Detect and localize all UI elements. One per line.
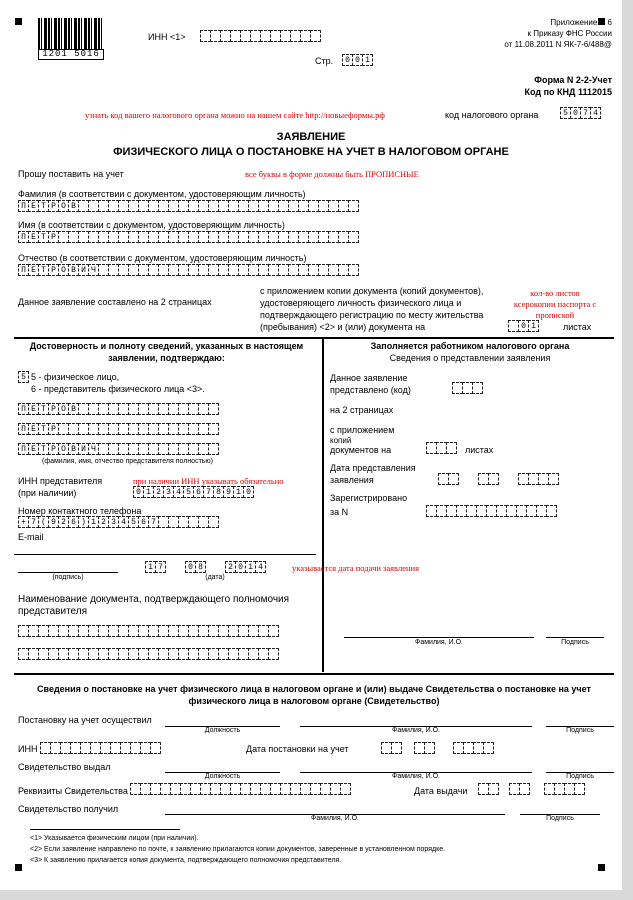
title-line-2: ФИЗИЧЕСКОГО ЛИЦА О ПОСТАНОВКЕ НА УЧЕТ В НАЛОГОВОМ ОРГАНЕ bbox=[113, 146, 509, 158]
char-cell: П bbox=[18, 443, 29, 455]
corner-marker bbox=[15, 864, 22, 871]
char-cell: 1 bbox=[362, 54, 373, 66]
name-cells[interactable] bbox=[18, 231, 358, 243]
option-2: 6 - представитель физического лица <3>. bbox=[31, 384, 205, 394]
char-cell bbox=[488, 473, 499, 485]
char-cell: 0 bbox=[352, 54, 363, 66]
char-cell: 5 bbox=[18, 371, 29, 383]
char-cell bbox=[268, 648, 279, 660]
char-cell: 2 bbox=[98, 516, 109, 528]
officer-date-day[interactable] bbox=[438, 473, 458, 485]
char-cell: 1 bbox=[245, 561, 256, 573]
char-cell: Е bbox=[28, 423, 39, 435]
received-fio-caption: Фамилия, И.О. bbox=[311, 815, 359, 822]
char-cell: Т bbox=[38, 423, 49, 435]
char-cell: В bbox=[68, 200, 79, 212]
rep-caption: (фамилия, имя, отчество представителя полностью) bbox=[41, 458, 214, 465]
char-cell: 2 bbox=[58, 516, 69, 528]
hint-uppercase: все буквы в форме должны быть ПРОПИСНЫЕ bbox=[245, 169, 419, 179]
knd-code: Код по КНД 1112015 bbox=[524, 87, 612, 97]
char-cell: 1 bbox=[88, 516, 99, 528]
inn-cells[interactable] bbox=[200, 30, 320, 42]
hint-copies-3: пропиской bbox=[535, 310, 575, 320]
signature-line bbox=[18, 572, 118, 573]
hint-inn: при наличии ИНН указывать обязательно bbox=[133, 476, 284, 486]
title-line-1: ЗАЯВЛЕНИЕ bbox=[276, 131, 346, 143]
char-cell: 4 bbox=[255, 561, 266, 573]
char-cell: Р bbox=[48, 403, 59, 415]
surname-cells[interactable] bbox=[18, 200, 358, 212]
char-cell: Т bbox=[38, 443, 49, 455]
cert-cells[interactable] bbox=[130, 783, 350, 795]
submitted-line-2: представлено (код) bbox=[330, 385, 411, 395]
char-cell: 0 bbox=[570, 107, 581, 119]
char-cell: И bbox=[78, 443, 89, 455]
char-cell: 4 bbox=[173, 486, 184, 498]
char-cell: 1 bbox=[143, 486, 154, 498]
officer-attach-3: документов на bbox=[330, 445, 392, 455]
char-cell bbox=[268, 625, 279, 637]
received-label: Свидетельство получил bbox=[18, 804, 119, 814]
char-cell: 5 bbox=[560, 107, 571, 119]
reg-inn-cells[interactable] bbox=[40, 742, 160, 754]
rep-line-2[interactable] bbox=[18, 423, 218, 435]
issue-date-year[interactable] bbox=[544, 783, 584, 795]
char-cell: 3 bbox=[108, 516, 119, 528]
char-cell bbox=[348, 200, 359, 212]
surname-label: Фамилия (в соответствии с документом, удостоверяющим личность) bbox=[18, 189, 306, 199]
char-cell: Т bbox=[38, 231, 49, 243]
char-cell: Р bbox=[48, 231, 59, 243]
char-cell: 7 bbox=[28, 516, 39, 528]
rep-line-3[interactable] bbox=[18, 443, 218, 455]
char-cell bbox=[348, 264, 359, 276]
pages-text: Данное заявление составлено на 2 страницах bbox=[18, 297, 212, 307]
tax-office-label: код налогового органа bbox=[445, 110, 539, 120]
issue-date-label: Дата выдачи bbox=[414, 786, 468, 796]
inn-rep-label-2: (при наличии) bbox=[18, 488, 77, 498]
issued-position-caption: Должность bbox=[204, 773, 241, 780]
char-cell: Т bbox=[38, 264, 49, 276]
section-divider bbox=[14, 337, 614, 339]
char-cell bbox=[424, 742, 435, 754]
inn-label: ИНН <1> bbox=[148, 32, 186, 42]
phone-label: Номер контактного телефона bbox=[18, 506, 142, 516]
page-label: Стр. bbox=[315, 56, 334, 66]
char-cell: 5 bbox=[128, 516, 139, 528]
date-day-cells[interactable] bbox=[145, 561, 165, 573]
char-cell: Е bbox=[28, 403, 39, 415]
officer-sheets-cells[interactable] bbox=[426, 442, 456, 454]
doc-line-1[interactable] bbox=[18, 625, 278, 637]
char-cell: ( bbox=[38, 516, 49, 528]
registered-1: Зарегистрировано bbox=[330, 493, 408, 503]
patronymic-label: Отчество (в соответствии с документом, удостоверяющим личность) bbox=[18, 253, 307, 263]
char-cell bbox=[340, 783, 351, 795]
done-fio-caption: Фамилия, И.О. bbox=[392, 727, 440, 734]
footnote-2: <2> Если заявление направлено по почте, к заявлению прилагаются копии документов, заверенные в установленном порядке. bbox=[30, 846, 446, 853]
char-cell: Ч bbox=[88, 443, 99, 455]
char-cell bbox=[348, 231, 359, 243]
char-cell: П bbox=[18, 200, 29, 212]
attach-line-1: с приложением копии документа (копий документов), bbox=[260, 286, 484, 296]
char-cell: 7 bbox=[203, 486, 214, 498]
attach-line-3: подтверждающего регистрацию по месту жительства bbox=[260, 310, 484, 320]
char-cell: Т bbox=[38, 200, 49, 212]
option-1: 5 - физическое лицо, bbox=[31, 372, 120, 382]
officer-attach-1: с приложением bbox=[330, 425, 395, 435]
issued-fio-caption: Фамилия, И.О. bbox=[392, 773, 440, 780]
confirm-title-1: Достоверность и полноту сведений, указанных в настоящем bbox=[29, 341, 304, 351]
date-month-cells[interactable] bbox=[185, 561, 205, 573]
char-cell: 9 bbox=[48, 516, 59, 528]
char-cell bbox=[208, 516, 219, 528]
submitted-line-1: Данное заявление bbox=[330, 373, 408, 383]
doc-label-1: Наименование документа, подтверждающего полномочия bbox=[18, 594, 290, 605]
attach-line-2: удостоверяющего личность физического лица и bbox=[260, 298, 462, 308]
appendix-line-2: к Приказу ФНС России bbox=[527, 29, 612, 38]
officer-sign-line bbox=[546, 637, 604, 638]
char-cell: П bbox=[18, 423, 29, 435]
inn-rep-label-1: ИНН представителя bbox=[18, 476, 103, 486]
barcode-image bbox=[38, 18, 104, 50]
char-cell: 8 bbox=[213, 486, 224, 498]
char-cell: В bbox=[68, 403, 79, 415]
hint-tax-code: узнать код вашего налогового органа можно на нашем сайте http://новыеформы.рф bbox=[85, 110, 385, 120]
char-cell: П bbox=[18, 403, 29, 415]
officer-date-2: заявления bbox=[330, 475, 374, 485]
char-cell: Р bbox=[48, 443, 59, 455]
char-cell: 0 bbox=[185, 561, 196, 573]
char-cell: 5 bbox=[183, 486, 194, 498]
char-cell: Р bbox=[48, 200, 59, 212]
reg-date-label: Дата постановки на учет bbox=[246, 744, 349, 754]
tax-office-cells[interactable] bbox=[560, 107, 600, 119]
phone-cells[interactable] bbox=[18, 516, 218, 528]
char-cell: 0 bbox=[243, 486, 254, 498]
reg-date-month[interactable] bbox=[414, 742, 434, 754]
char-cell: В bbox=[68, 443, 79, 455]
char-cell bbox=[574, 783, 585, 795]
appendix-line-1: Приложение N 6 bbox=[550, 18, 612, 27]
appendix-line-3: от 11.08.2011 N ЯК-7-6/488@ bbox=[504, 40, 612, 49]
officer-sign-caption: Подпись bbox=[561, 639, 589, 646]
sheets-label: листах bbox=[563, 322, 592, 332]
email-underline bbox=[14, 554, 316, 555]
cert-label: Реквизиты Свидетельства bbox=[18, 786, 128, 796]
attach-line-4: (пребывания) <2> и (или) документа на bbox=[260, 322, 426, 332]
char-cell: 4 bbox=[590, 107, 601, 119]
char-cell: О bbox=[58, 264, 69, 276]
char-cell: 6 bbox=[68, 516, 79, 528]
page-shadow-right bbox=[622, 0, 633, 900]
doc-label-2: представителя bbox=[18, 606, 88, 617]
done-sign-caption: Подпись bbox=[566, 727, 594, 734]
char-cell bbox=[519, 783, 530, 795]
inn-rep-cells[interactable] bbox=[133, 486, 253, 498]
patronymic-cells[interactable] bbox=[18, 264, 358, 276]
char-cell bbox=[446, 442, 457, 454]
officer-title: Заполняется работником налогового органа bbox=[370, 341, 570, 351]
column-divider bbox=[322, 337, 324, 672]
officer-date-month[interactable] bbox=[478, 473, 498, 485]
char-cell bbox=[208, 403, 219, 415]
char-cell: Р bbox=[48, 264, 59, 276]
char-cell bbox=[150, 742, 161, 754]
registration-title-1: Сведения о постановке на учет физического лица в налоговом органе и (или) выдаче Свидетельства о постановке на учет bbox=[37, 684, 591, 694]
char-cell: П bbox=[18, 264, 29, 276]
char-cell bbox=[310, 30, 321, 42]
char-cell: Е bbox=[28, 231, 39, 243]
char-cell bbox=[488, 783, 499, 795]
officer-attach-2: копий bbox=[330, 436, 352, 445]
char-cell: 2 bbox=[225, 561, 236, 573]
issue-date-day[interactable] bbox=[478, 783, 498, 795]
reg-date-year[interactable] bbox=[453, 742, 493, 754]
char-cell: 6 bbox=[138, 516, 149, 528]
char-cell: 2 bbox=[153, 486, 164, 498]
char-cell: Е bbox=[28, 264, 39, 276]
char-cell: 3 bbox=[163, 486, 174, 498]
footnote-3: <3> К заявлению прилагается копия документа, подтверждающего полномочия представителя. bbox=[30, 857, 342, 864]
char-cell: 7 bbox=[580, 107, 591, 119]
done-label: Постановку на учет осуществил bbox=[18, 715, 152, 725]
char-cell: И bbox=[78, 264, 89, 276]
char-cell: Е bbox=[28, 443, 39, 455]
char-cell: 7 bbox=[148, 516, 159, 528]
page-cells[interactable] bbox=[342, 54, 372, 66]
char-cell: Ч bbox=[88, 264, 99, 276]
char-cell: П bbox=[18, 231, 29, 243]
char-cell bbox=[483, 742, 494, 754]
char-cell bbox=[548, 473, 559, 485]
hint-date: указывается дата подачи заявления bbox=[292, 563, 419, 573]
char-cell: ) bbox=[78, 516, 89, 528]
registration-divider bbox=[14, 673, 614, 675]
attach-sheets-cells[interactable] bbox=[508, 320, 538, 332]
char-cell bbox=[208, 423, 219, 435]
char-cell: 1 bbox=[145, 561, 156, 573]
char-cell: О bbox=[58, 403, 69, 415]
char-cell bbox=[472, 382, 483, 394]
registered-cells[interactable] bbox=[426, 505, 556, 517]
officer-pages: на 2 страницах bbox=[330, 405, 394, 415]
char-cell: О bbox=[58, 200, 69, 212]
char-cell: 1 bbox=[528, 320, 539, 332]
reg-inn-label: ИНН bbox=[18, 744, 38, 754]
barcode-number: 1201 5016 bbox=[38, 49, 104, 60]
char-cell: 0 bbox=[133, 486, 144, 498]
doc-line-2[interactable] bbox=[18, 648, 278, 660]
char-cell: 0 bbox=[518, 320, 529, 332]
officer-date-year[interactable] bbox=[518, 473, 558, 485]
officer-fio-caption: Фамилия, И.О. bbox=[415, 639, 463, 646]
char-cell: 0 bbox=[342, 54, 353, 66]
issued-label: Свидетельство выдал bbox=[18, 762, 111, 772]
char-cell: 1 bbox=[233, 486, 244, 498]
char-cell: 8 bbox=[195, 561, 206, 573]
received-sign-caption: Подпись bbox=[546, 815, 574, 822]
rep-line-1[interactable] bbox=[18, 403, 218, 415]
submitted-code-cells[interactable] bbox=[452, 382, 482, 394]
char-cell: 9 bbox=[223, 486, 234, 498]
char-cell: 7 bbox=[155, 561, 166, 573]
date-caption: (дата) bbox=[205, 574, 225, 581]
char-cell bbox=[448, 473, 459, 485]
date-year-cells[interactable] bbox=[225, 561, 265, 573]
char-cell: Т bbox=[38, 403, 49, 415]
char-cell: Е bbox=[28, 200, 39, 212]
corner-marker bbox=[598, 864, 605, 871]
confirm-title-2: заявлении, подтверждаю: bbox=[108, 353, 225, 363]
char-cell: О bbox=[58, 443, 69, 455]
registration-title-2: физического лица в налоговом органе (Свидетельство) bbox=[188, 696, 440, 706]
char-cell: + bbox=[18, 516, 29, 528]
reg-date-day[interactable] bbox=[381, 742, 401, 754]
char-cell bbox=[391, 742, 402, 754]
request-label: Прошу поставить на учет bbox=[18, 169, 124, 179]
officer-subtitle: Сведения о представлении заявления bbox=[389, 353, 551, 363]
footnote-1: <1> Указывается физическим лицом (при наличии). bbox=[30, 835, 199, 842]
confirm-type-cell[interactable] bbox=[18, 371, 28, 383]
char-cell: 0 bbox=[235, 561, 246, 573]
hint-copies-2: ксерокопии паспорта с bbox=[513, 299, 597, 309]
registered-2: за N bbox=[330, 507, 349, 517]
officer-sheets: листах bbox=[465, 445, 494, 455]
officer-date-1: Дата представления bbox=[330, 463, 416, 473]
form-name: Форма N 2-2-Учет bbox=[534, 75, 612, 85]
issued-sign-caption: Подпись bbox=[566, 773, 594, 780]
footnote-divider bbox=[30, 829, 180, 830]
char-cell: 6 bbox=[193, 486, 204, 498]
done-position-caption: Должность bbox=[204, 727, 241, 734]
char-cell bbox=[208, 443, 219, 455]
char-cell: Р bbox=[48, 423, 59, 435]
issue-date-month[interactable] bbox=[509, 783, 529, 795]
char-cell: 4 bbox=[118, 516, 129, 528]
hint-copies-1: кол-во листов bbox=[530, 288, 580, 298]
signature-caption: (подпись) bbox=[52, 574, 84, 581]
char-cell bbox=[546, 505, 557, 517]
officer-fio-line bbox=[344, 637, 534, 638]
name-label: Имя (в соответствии с документом, удостоверяющим личность) bbox=[18, 220, 285, 230]
email-label: E-mail bbox=[18, 532, 44, 542]
char-cell: В bbox=[68, 264, 79, 276]
page-shadow-bottom bbox=[0, 890, 633, 900]
corner-marker bbox=[15, 18, 22, 25]
